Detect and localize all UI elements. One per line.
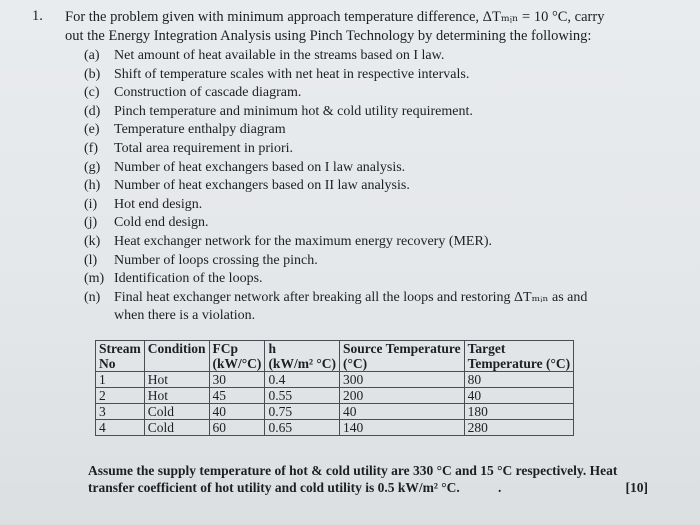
table-cell: 4	[96, 420, 145, 436]
task-text: Construction of cascade diagram.	[114, 85, 302, 101]
table-cell: Cold	[144, 404, 209, 420]
task-text: Number of heat exchangers based on II law analysis.	[114, 178, 410, 194]
table-cell: Cold	[144, 420, 209, 436]
question-intro	[65, 8, 665, 46]
marks-label: [10]	[625, 480, 648, 495]
table-cell: 40	[209, 404, 265, 420]
task-label: (a)	[84, 48, 100, 63]
task-item	[84, 177, 684, 196]
table-header-cell	[144, 341, 209, 372]
task-item	[84, 66, 684, 85]
table-header-cell	[340, 341, 465, 372]
task-list	[84, 47, 684, 326]
task-text: when there is a violation.	[114, 308, 256, 324]
table-cell: 0.55	[265, 388, 340, 404]
task-text: Shift of temperature scales with net heat in respective intervals.	[114, 66, 470, 82]
task-text: Number of loops crossing the pinch.	[114, 252, 318, 268]
header-line: No	[99, 356, 116, 371]
table-row	[96, 388, 574, 404]
intro-line: out the Energy Integration Analysis using Pinch Technology by determining the following:	[65, 28, 592, 44]
header-line: FCp	[212, 341, 239, 356]
table-cell: 40	[340, 404, 465, 420]
header-line: Condition	[147, 341, 206, 356]
table-cell: 80	[464, 372, 574, 388]
header-line: (°C)	[343, 356, 368, 371]
table-cell: 280	[464, 420, 574, 436]
task-item	[84, 289, 684, 326]
table-cell: 0.75	[265, 404, 340, 420]
task-item	[84, 121, 684, 140]
table-cell: 2	[96, 388, 145, 404]
task-text: Cold end design.	[114, 215, 209, 231]
task-label: (h)	[84, 178, 101, 194]
task-label: (k)	[84, 233, 101, 249]
task-label: (m)	[84, 271, 105, 287]
table-header-cell	[209, 341, 265, 372]
table-cell: 200	[340, 388, 465, 404]
task-text: Pinch temperature and minimum hot & cold utility requirement.	[114, 103, 473, 119]
task-text: Hot end design.	[114, 196, 203, 212]
question-number: 1.	[32, 8, 43, 24]
header-line: h	[268, 341, 276, 356]
table-header-cell	[265, 341, 340, 372]
table-cell: 1	[96, 372, 145, 388]
header-line: Source Temperature	[343, 341, 461, 356]
table-row	[96, 372, 574, 388]
task-text: Heat exchanger network for the maximum energy recovery (MER).	[114, 233, 492, 249]
task-label: (i)	[84, 196, 98, 212]
task-label: (c)	[84, 85, 100, 101]
task-label: (l)	[84, 252, 98, 268]
task-text: Number of heat exchangers based on I law analysis.	[114, 159, 406, 175]
task-item	[84, 214, 684, 233]
header-line: Target	[467, 341, 506, 356]
table-cell: 140	[340, 420, 465, 436]
task-item	[84, 270, 684, 289]
task-text: Net amount of heat available in the streams based on I law.	[114, 48, 445, 63]
table-header-cell	[464, 341, 574, 372]
header-line: Temperature (°C)	[467, 356, 571, 371]
task-item	[84, 196, 684, 215]
assumption-note	[88, 462, 648, 496]
task-item	[84, 252, 684, 271]
table-cell: Hot	[144, 388, 209, 404]
table-header-row	[96, 341, 574, 372]
table-cell: Hot	[144, 372, 209, 388]
task-text: Identification of the loops.	[114, 271, 263, 287]
table-row	[96, 420, 574, 436]
table-cell: 40	[464, 388, 574, 404]
table-cell: 0.4	[265, 372, 340, 388]
task-text: Temperature enthalpy diagram	[114, 122, 286, 138]
header-line	[148, 356, 206, 371]
task-item	[84, 84, 684, 103]
table-cell: 60	[209, 420, 265, 436]
task-item	[84, 233, 684, 252]
table-cell: 180	[464, 404, 574, 420]
note-line: Assume the supply temperature of hot & cold utility are 330 °C and 15 °C respectively. Heat	[88, 463, 618, 478]
table-cell: 300	[340, 372, 465, 388]
table-cell: 0.65	[265, 420, 340, 436]
stream-data-table	[95, 340, 574, 436]
task-label: (n)	[84, 289, 101, 305]
table-cell: 3	[96, 404, 145, 420]
intro-line: For the problem given with minimum approach temperature difference, ΔTₘᵢₙ = 10 °C, carry	[65, 9, 605, 25]
table-row	[96, 404, 574, 420]
task-label: (f)	[84, 140, 98, 156]
task-label: (j)	[84, 215, 98, 231]
table-cell: 45	[209, 388, 265, 404]
task-item	[84, 159, 684, 178]
task-label: (d)	[84, 103, 101, 119]
table-cell: 30	[209, 372, 265, 388]
task-label: (e)	[84, 122, 100, 138]
note-line: transfer coefficient of hot utility and cold utility is 0.5 kW/m² °C.	[88, 480, 460, 495]
task-label: (g)	[84, 159, 101, 175]
task-item	[84, 140, 684, 159]
task-item	[84, 47, 684, 66]
stray-dot: .	[498, 480, 502, 495]
task-text: Final heat exchanger network after breaking all the loops and restoring ΔTₘᵢₙ as and	[114, 289, 588, 305]
table-header-cell	[96, 341, 145, 372]
header-line: (kW/m² °C)	[268, 356, 337, 371]
header-line: (kW/°C)	[212, 356, 262, 371]
task-text: Total area requirement in priori.	[114, 140, 293, 156]
header-line: Stream	[99, 341, 141, 356]
task-label: (b)	[84, 66, 101, 82]
task-item	[84, 103, 684, 122]
